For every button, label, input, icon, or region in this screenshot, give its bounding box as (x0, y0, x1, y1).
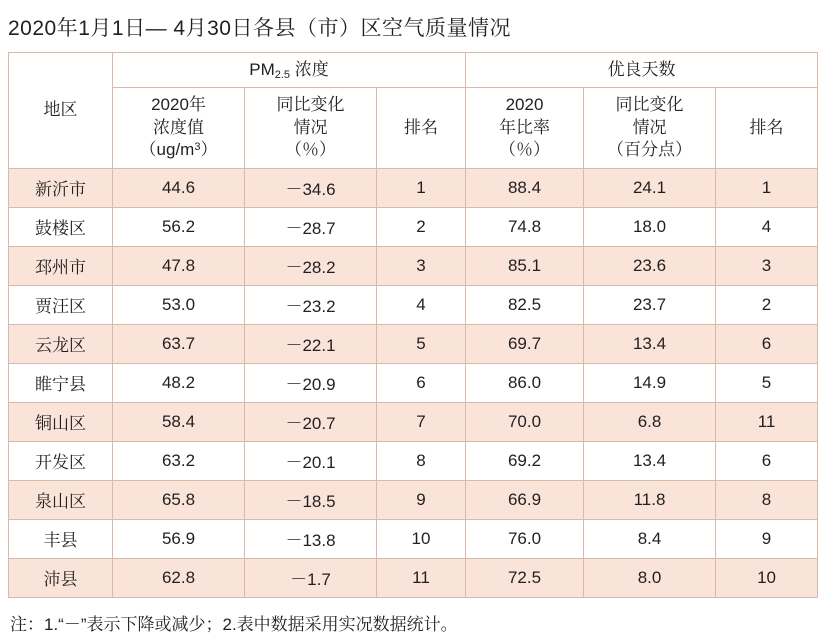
cell-pm25-change: －23.2 (245, 285, 377, 324)
cell-pm25-change: －20.9 (245, 363, 377, 402)
pm25-label-post: 浓度 (290, 60, 329, 79)
cell-good-rate: 66.9 (466, 480, 584, 519)
cell-good-rank: 6 (716, 324, 818, 363)
table-row (9, 519, 818, 558)
cell-good-rank: 10 (716, 558, 818, 597)
cell-pm25-change: －1.7 (245, 558, 377, 597)
pm25-unit-post: ） (200, 140, 218, 160)
pm25-label-sub: 2.5 (274, 69, 291, 81)
cell-pm25-rank: 6 (377, 363, 466, 402)
cell-pm25-rank: 5 (377, 324, 466, 363)
column-header-good-rank: 排名 (716, 88, 818, 168)
cell-pm25-rank: 8 (377, 441, 466, 480)
cell-region: 睢宁县 (9, 363, 113, 402)
column-group-header-good-days: 优良天数 (466, 53, 818, 88)
cell-region: 邳州市 (9, 246, 113, 285)
table-row (9, 324, 818, 363)
cell-good-change: 6.8 (584, 402, 716, 441)
cell-pm25-rank: 1 (377, 168, 466, 207)
cell-good-rate: 69.2 (466, 441, 584, 480)
cell-good-rank: 8 (716, 480, 818, 519)
good-rate-line1: 2020 (505, 95, 544, 115)
cell-good-rate: 70.0 (466, 402, 584, 441)
cell-region: 丰县 (9, 519, 113, 558)
table-row (9, 480, 818, 519)
column-header-good-rate (466, 88, 584, 168)
cell-good-change: 8.0 (584, 558, 716, 597)
pm25-value-line3 (115, 139, 242, 161)
cell-pm25-value: 53.0 (113, 285, 245, 324)
cell-good-rate: 88.4 (466, 168, 584, 207)
pm25-unit-sup: 3 (194, 141, 201, 154)
table-note: 注：1.“－”表示下降或减少；2.表中数据采用实况数据统计。 (10, 614, 458, 634)
cell-pm25-change: －28.7 (245, 207, 377, 246)
table-row (9, 207, 818, 246)
good-rate-line2: 年比率 (499, 117, 551, 137)
cell-good-rate: 69.7 (466, 324, 584, 363)
good-change-line2: 情况 (632, 117, 667, 137)
pm25-unit-pre: （ug/m (139, 140, 195, 160)
cell-pm25-change: －34.6 (245, 168, 377, 207)
cell-pm25-rank: 10 (377, 519, 466, 558)
cell-pm25-value: 56.2 (113, 207, 245, 246)
table-header-row-groups (9, 53, 818, 88)
pm25-value-line2: 浓度值 (153, 117, 204, 137)
column-header-pm25-value (113, 88, 245, 168)
column-group-header-pm25 (113, 53, 466, 88)
cell-pm25-rank: 3 (377, 246, 466, 285)
cell-pm25-value: 44.6 (113, 168, 245, 207)
table-body (9, 168, 818, 597)
cell-region: 贾汪区 (9, 285, 113, 324)
cell-good-rate: 74.8 (466, 207, 584, 246)
cell-pm25-value: 58.4 (113, 402, 245, 441)
cell-good-rate: 85.1 (466, 246, 584, 285)
column-header-good-change (584, 88, 716, 168)
cell-pm25-rank: 7 (377, 402, 466, 441)
cell-pm25-value: 65.8 (113, 480, 245, 519)
cell-good-rate: 72.5 (466, 558, 584, 597)
table-row (9, 246, 818, 285)
table-row (9, 558, 818, 597)
cell-region: 泉山区 (9, 480, 113, 519)
cell-pm25-change: －22.1 (245, 324, 377, 363)
pm25-change-line1: 同比变化 (276, 95, 345, 115)
cell-good-change: 23.6 (584, 246, 716, 285)
cell-good-rate: 86.0 (466, 363, 584, 402)
table-header-row-subs (9, 88, 818, 168)
cell-pm25-rank: 11 (377, 558, 466, 597)
good-rate-line3: （％） (499, 140, 551, 160)
table-head (9, 53, 818, 169)
table-row (9, 441, 818, 480)
good-change-line3: （百分点） (607, 140, 693, 160)
cell-pm25-change: －28.2 (245, 246, 377, 285)
cell-good-change: 8.4 (584, 519, 716, 558)
cell-good-rank: 6 (716, 441, 818, 480)
column-header-pm25-rank: 排名 (377, 88, 466, 168)
cell-pm25-value: 47.8 (113, 246, 245, 285)
cell-region: 云龙区 (9, 324, 113, 363)
column-header-pm25-change (245, 88, 377, 168)
pm25-change-line3: （％） (285, 140, 336, 160)
cell-good-change: 11.8 (584, 480, 716, 519)
cell-good-change: 13.4 (584, 441, 716, 480)
cell-good-rank: 5 (716, 363, 818, 402)
cell-good-rank: 4 (716, 207, 818, 246)
cell-pm25-rank: 9 (377, 480, 466, 519)
good-change-line1: 同比变化 (615, 95, 684, 115)
table-row (9, 363, 818, 402)
cell-good-rate: 76.0 (466, 519, 584, 558)
cell-good-rank: 11 (716, 402, 818, 441)
page-title: 2020年1月1日— 4月30日各县（市）区空气质量情况 (8, 17, 511, 40)
cell-region: 铜山区 (9, 402, 113, 441)
pm25-change-line2: 情况 (293, 117, 328, 137)
cell-region: 鼓楼区 (9, 207, 113, 246)
cell-pm25-value: 48.2 (113, 363, 245, 402)
cell-pm25-value: 56.9 (113, 519, 245, 558)
air-quality-table (8, 52, 818, 598)
cell-pm25-change: －18.5 (245, 480, 377, 519)
cell-good-change: 18.0 (584, 207, 716, 246)
cell-good-change: 14.9 (584, 363, 716, 402)
table-row (9, 168, 818, 207)
cell-pm25-rank: 4 (377, 285, 466, 324)
cell-good-rank: 3 (716, 246, 818, 285)
cell-pm25-value: 63.2 (113, 441, 245, 480)
cell-good-rank: 9 (716, 519, 818, 558)
cell-region: 沛县 (9, 558, 113, 597)
cell-good-rank: 2 (716, 285, 818, 324)
column-header-region: 地区 (9, 53, 113, 169)
cell-region: 新沂市 (9, 168, 113, 207)
cell-good-change: 23.7 (584, 285, 716, 324)
cell-pm25-change: －20.1 (245, 441, 377, 480)
cell-good-change: 13.4 (584, 324, 716, 363)
pm25-value-line1: 2020年 (151, 95, 206, 115)
cell-good-rank: 1 (716, 168, 818, 207)
cell-region: 开发区 (9, 441, 113, 480)
cell-pm25-change: －13.8 (245, 519, 377, 558)
pm25-label-pre: PM (249, 60, 275, 79)
cell-pm25-value: 62.8 (113, 558, 245, 597)
cell-good-rate: 82.5 (466, 285, 584, 324)
table-row (9, 285, 818, 324)
cell-good-change: 24.1 (584, 168, 716, 207)
cell-pm25-rank: 2 (377, 207, 466, 246)
cell-pm25-value: 63.7 (113, 324, 245, 363)
cell-pm25-change: －20.7 (245, 402, 377, 441)
table-row (9, 402, 818, 441)
